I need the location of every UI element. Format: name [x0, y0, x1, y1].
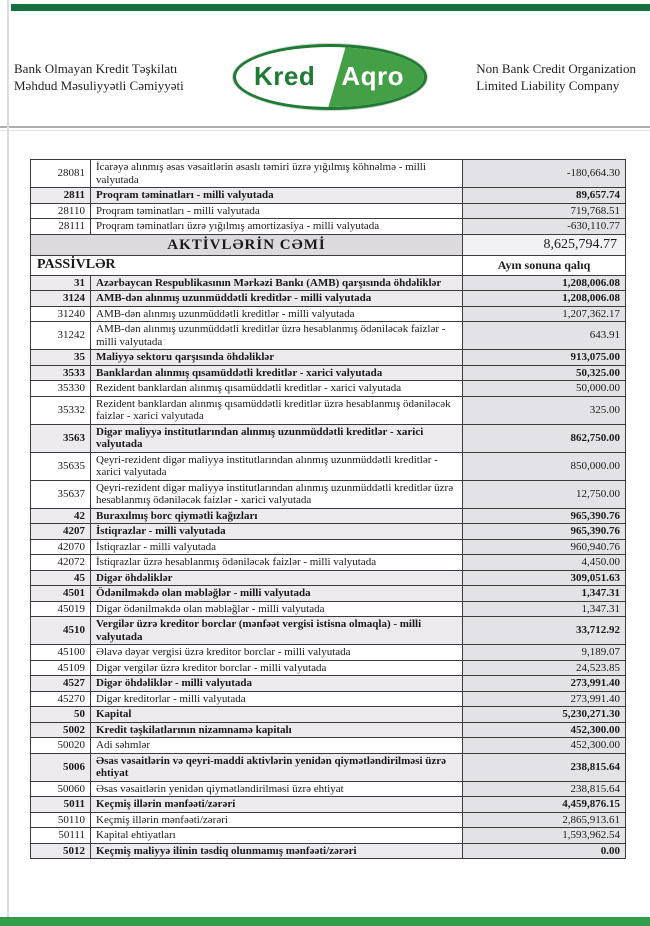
- account-description: Maliyyə sektoru qarşısında öhdəliklər: [91, 350, 463, 366]
- account-code: 4207: [31, 524, 91, 540]
- assets-rows-body: [31, 160, 626, 235]
- company-name-az-line2: Məhdud Məsuliyyətli Cəmiyyəti: [14, 78, 184, 93]
- account-code: 31242: [31, 322, 91, 350]
- account-description: İstiqrazlar - milli valyutada: [91, 539, 463, 555]
- company-name-en-line1: Non Bank Credit Organization: [476, 61, 636, 76]
- account-description: Keçmiş maliyyə ilinin təsdiq olunmamış mənfəəti/zərəri: [91, 843, 463, 859]
- top-green-bar: [11, 4, 650, 11]
- account-code: 3124: [31, 291, 91, 307]
- account-description: Proqram təminatları üzrə yığılmış amortizasiya - milli valyutada: [91, 219, 463, 235]
- bottom-green-bar: [0, 917, 650, 926]
- account-code: 5012: [31, 843, 91, 859]
- account-amount: 850,000.00: [463, 452, 626, 480]
- account-amount: 4,459,876.15: [463, 797, 626, 813]
- table-row: [31, 306, 626, 322]
- table-row: [31, 753, 626, 781]
- table-row: [31, 219, 626, 235]
- table-row: [31, 617, 626, 645]
- assets-total-value: 8,625,794.77: [463, 234, 626, 256]
- account-code: 50: [31, 707, 91, 723]
- account-code: 45109: [31, 660, 91, 676]
- account-code: 5002: [31, 722, 91, 738]
- account-description: AMB-dən alınmış uzunmüddətli kreditlər - milli valyutada: [91, 291, 463, 307]
- account-description: Qeyri-rezident digər maliyyə institutlarından alınmış uzunmüddətli kreditlər üzrə hesablanmış ödəniləcək faizlər - xarici valyutada: [91, 480, 463, 508]
- account-amount: 1,208,006.08: [463, 275, 626, 291]
- account-code: 45100: [31, 645, 91, 661]
- account-code: 50111: [31, 828, 91, 844]
- account-amount: 965,390.76: [463, 524, 626, 540]
- scan-edge-artifact: [7, 0, 9, 926]
- account-description: Kapital ehtiyatları: [91, 828, 463, 844]
- account-code: 28110: [31, 203, 91, 219]
- passives-section-title: PASSİVLƏR: [31, 256, 463, 276]
- table-row: [31, 722, 626, 738]
- balance-sheet-table-wrap: [30, 159, 625, 859]
- account-description: Banklardan alınmış qısamüddətli kreditlər - xarici valyutada: [91, 365, 463, 381]
- assets-total-row: [31, 234, 626, 256]
- table-row: [31, 365, 626, 381]
- account-code: 3563: [31, 424, 91, 452]
- account-code: 50110: [31, 812, 91, 828]
- company-name-english: [476, 60, 636, 94]
- account-code: 28081: [31, 160, 91, 188]
- assets-total-label: AKTİVLƏRİN CƏMİ: [31, 234, 463, 256]
- account-description: Digər kreditorlar - milli valyutada: [91, 691, 463, 707]
- account-description: Keçmiş illərin mənfəəti/zərəri: [91, 797, 463, 813]
- account-description: Vergilər üzrə kreditor borclar (mənfəət vergisi istisna olmaqla) - milli valyutada: [91, 617, 463, 645]
- account-code: 42: [31, 508, 91, 524]
- account-description: İcarəyə alınmış əsas vəsaitlərin əsaslı təmiri üzrə yığılmış köhnəlmə - milli valyutada: [91, 160, 463, 188]
- account-code: 45019: [31, 601, 91, 617]
- account-description: Proqram təminatları - milli valyutada: [91, 188, 463, 204]
- table-row: [31, 480, 626, 508]
- account-amount: 89,657.74: [463, 188, 626, 204]
- account-description: Kredit təşkilatlarının nizamnamə kapitalı: [91, 722, 463, 738]
- account-amount: 9,189.07: [463, 645, 626, 661]
- table-row: [31, 676, 626, 692]
- table-row: [31, 452, 626, 480]
- account-amount: 643.91: [463, 322, 626, 350]
- account-code: 31240: [31, 306, 91, 322]
- account-amount: 4,450.00: [463, 555, 626, 571]
- account-code: 42072: [31, 555, 91, 571]
- table-row: [31, 508, 626, 524]
- passives-section-header-row: [31, 256, 626, 276]
- account-code: 4527: [31, 676, 91, 692]
- account-code: 35: [31, 350, 91, 366]
- table-row: [31, 555, 626, 571]
- account-code: 5011: [31, 797, 91, 813]
- table-row: [31, 797, 626, 813]
- table-row: [31, 781, 626, 797]
- account-description: Əlavə dəyər vergisi üzrə kreditor borclar - milli valyutada: [91, 645, 463, 661]
- balance-sheet-table: [30, 159, 626, 859]
- account-code: 35637: [31, 480, 91, 508]
- account-code: 45270: [31, 691, 91, 707]
- table-row: [31, 539, 626, 555]
- company-name-azerbaijani: [14, 60, 184, 94]
- account-amount: 0.00: [463, 843, 626, 859]
- account-description: Digər öhdəliklər: [91, 570, 463, 586]
- table-row: [31, 570, 626, 586]
- account-amount: 325.00: [463, 396, 626, 424]
- amount-column-header: Ayın sonuna qalıq: [463, 256, 626, 276]
- table-row: [31, 160, 626, 188]
- account-amount: 33,712.92: [463, 617, 626, 645]
- account-description: Digər öhdəliklər - milli valyutada: [91, 676, 463, 692]
- table-row: [31, 275, 626, 291]
- logo-text-kred: Kred: [254, 61, 316, 91]
- table-row: [31, 524, 626, 540]
- account-amount: 1,208,006.08: [463, 291, 626, 307]
- logo-text-aqro: Aqro: [341, 61, 404, 91]
- account-code: 4501: [31, 586, 91, 602]
- company-name-az-line1: Bank Olmayan Kredit Təşkilatı: [14, 61, 178, 76]
- account-description: Buraxılmış borc qiymətli kağızları: [91, 508, 463, 524]
- account-description: İstiqrazlar - milli valyutada: [91, 524, 463, 540]
- table-row: [31, 381, 626, 397]
- account-description: AMB-dən alınmış uzunmüddətli kreditlər üzrə hesablanmış ödəniləcək faizlər - milli valyutada: [91, 322, 463, 350]
- table-row: [31, 738, 626, 754]
- table-row: [31, 291, 626, 307]
- account-description: Rezident banklardan alınmış qısamüddətli kreditlər - xarici valyutada: [91, 381, 463, 397]
- table-row: [31, 645, 626, 661]
- account-amount: 862,750.00: [463, 424, 626, 452]
- account-code: 50060: [31, 781, 91, 797]
- table-row: [31, 707, 626, 723]
- account-amount: 2,865,913.61: [463, 812, 626, 828]
- account-description: Azərbaycan Respublikasının Mərkəzi Bankı (AMB) qarşısında öhdəliklər: [91, 275, 463, 291]
- header-divider: [0, 126, 650, 131]
- account-code: 4510: [31, 617, 91, 645]
- table-row: [31, 843, 626, 859]
- account-code: 3533: [31, 365, 91, 381]
- account-amount: 5,230,271.30: [463, 707, 626, 723]
- account-description: Proqram təminatları - milli valyutada: [91, 203, 463, 219]
- account-description: Əsas vəsaitlərin yenidən qiymətləndirilməsi üzrə ehtiyat: [91, 781, 463, 797]
- account-description: Rezident banklardan alınmış qısamüddətli kreditlər üzrə hesablanmış ödəniləcək faizlər - xarici valyutada: [91, 396, 463, 424]
- account-amount: 1,593,962.54: [463, 828, 626, 844]
- account-amount: 12,750.00: [463, 480, 626, 508]
- account-amount: 452,300.00: [463, 722, 626, 738]
- account-amount: 960,940.76: [463, 539, 626, 555]
- account-description: Keçmiş illərin mənfəəti/zərəri: [91, 812, 463, 828]
- account-description: İstiqrazlar üzrə hesablanmış ödəniləcək faizlər - milli valyutada: [91, 555, 463, 571]
- account-description: Digər vergilər üzrə kreditor borclar - milli valyutada: [91, 660, 463, 676]
- account-amount: 273,991.40: [463, 691, 626, 707]
- company-name-en-line2: Limited Liability Company: [476, 78, 620, 93]
- account-description: Digər maliyyə institutlarından alınmış uzunmüddətli kreditlər - xarici valyutada: [91, 424, 463, 452]
- table-row: [31, 396, 626, 424]
- account-code: 28111: [31, 219, 91, 235]
- kredaqro-logo: [233, 44, 427, 110]
- table-row: [31, 828, 626, 844]
- account-code: 35635: [31, 452, 91, 480]
- account-amount: 309,051.63: [463, 570, 626, 586]
- account-amount: 50,000.00: [463, 381, 626, 397]
- account-code: 35332: [31, 396, 91, 424]
- account-code: 50020: [31, 738, 91, 754]
- account-amount: 273,991.40: [463, 676, 626, 692]
- summary-body: [31, 234, 626, 275]
- account-description: AMB-dən alınmış uzunmüddətli kreditlər - milli valyutada: [91, 306, 463, 322]
- account-code: 5006: [31, 753, 91, 781]
- document-header: [0, 0, 650, 110]
- table-row: [31, 322, 626, 350]
- account-amount: 1,207,362.17: [463, 306, 626, 322]
- account-amount: 50,325.00: [463, 365, 626, 381]
- table-row: [31, 586, 626, 602]
- table-row: [31, 188, 626, 204]
- table-row: [31, 203, 626, 219]
- account-amount: 1,347.31: [463, 586, 626, 602]
- account-amount: 1,347.31: [463, 601, 626, 617]
- account-amount: -630,110.77: [463, 219, 626, 235]
- account-code: 45: [31, 570, 91, 586]
- account-amount: 719,768.51: [463, 203, 626, 219]
- account-amount: 238,815.64: [463, 781, 626, 797]
- account-amount: 452,300.00: [463, 738, 626, 754]
- account-code: 2811: [31, 188, 91, 204]
- account-amount: 965,390.76: [463, 508, 626, 524]
- account-description: Digər ödənilməkdə olan məbləğlər - milli valyutada: [91, 601, 463, 617]
- account-code: 31: [31, 275, 91, 291]
- account-description: Adi səhmlər: [91, 738, 463, 754]
- table-row: [31, 350, 626, 366]
- table-row: [31, 601, 626, 617]
- passives-rows-body: [31, 275, 626, 859]
- account-amount: 238,815.64: [463, 753, 626, 781]
- table-row: [31, 691, 626, 707]
- table-row: [31, 424, 626, 452]
- account-amount: 24,523.85: [463, 660, 626, 676]
- account-code: 35330: [31, 381, 91, 397]
- table-row: [31, 660, 626, 676]
- account-amount: 913,075.00: [463, 350, 626, 366]
- account-description: Kapital: [91, 707, 463, 723]
- account-code: 42070: [31, 539, 91, 555]
- account-description: Qeyri-rezident digər maliyyə institutlarından alınmış uzunmüddətli kreditlər - xarici valyutada: [91, 452, 463, 480]
- table-row: [31, 812, 626, 828]
- account-description: Ödənilməkdə olan məbləğlər - milli valyutada: [91, 586, 463, 602]
- account-amount: -180,664.30: [463, 160, 626, 188]
- account-description: Əsas vəsaitlərin və qeyri-maddi aktivlərin yenidən qiymətləndirilməsi üzrə ehtiyat: [91, 753, 463, 781]
